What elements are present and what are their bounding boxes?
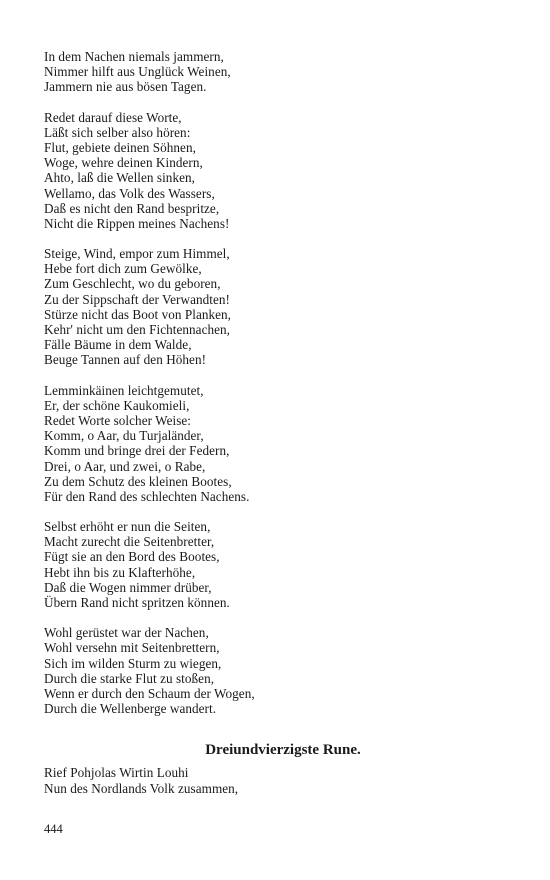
stanza-5 (44, 519, 514, 610)
verse-line: Nicht die Rippen meines Nachens! (44, 215, 230, 231)
stanza-4 (44, 383, 514, 505)
stanza-after-heading (44, 765, 514, 795)
verse-line: Hebt ihn bis zu Klafterhöhe, (44, 564, 196, 580)
verse-line: Woge, wehre deinen Kindern, (44, 155, 203, 171)
verse-line: Fügt sie an den Bord des Bootes, (44, 549, 220, 565)
verse-line: Für den Rand des schlechten Nachens. (44, 488, 250, 504)
verse-line: Redet darauf diese Worte, (44, 109, 182, 125)
rune-heading: Dreiundvierzigste Rune. (205, 742, 361, 759)
verse-line: Wenn er durch den Schaum der Wogen, (44, 685, 255, 701)
page-body (44, 49, 514, 811)
verse-line: Nun des Nordlands Volk zusammen, (44, 780, 239, 796)
stanza-6 (44, 625, 514, 716)
verse-line: Flut, gebiete deinen Söhnen, (44, 139, 196, 155)
verse-line: Zum Geschlecht, wo du geboren, (44, 276, 221, 292)
verse-line: Ahto, laß die Wellen sinken, (44, 170, 195, 186)
verse-line: Drei, o Aar, und zwei, o Rabe, (44, 458, 206, 474)
verse-line: Lemminkäinen leichtgemutet, (44, 382, 204, 398)
verse-line: Wohl versehn mit Seitenbrettern, (44, 640, 220, 656)
verse-line: Zu der Sippschaft der Verwandten! (44, 291, 230, 307)
verse-line: Hebe fort dich zum Gewölke, (44, 261, 202, 277)
verse-line: Daß die Wogen nimmer drüber, (44, 579, 212, 595)
verse-line: Komm, o Aar, du Turjaländer, (44, 428, 204, 444)
verse-line: Läßt sich selber also hören: (44, 124, 191, 140)
verse-line: Stürze nicht das Boot von Planken, (44, 306, 232, 322)
stanza-1 (44, 49, 514, 95)
verse-line: Er, der schöne Kaukomieli, (44, 397, 190, 413)
verse-line: Rief Pohjolas Wirtin Louhi (44, 765, 189, 781)
verse-line: Zu dem Schutz des kleinen Bootes, (44, 473, 232, 489)
verse-line: Sich im wilden Sturm zu wiegen, (44, 655, 222, 671)
verse-line: Steige, Wind, empor zum Himmel, (44, 246, 230, 262)
verse-line: Selbst erhöht er nun die Seiten, (44, 519, 211, 535)
page-number: 444 (44, 822, 63, 836)
verse-line: In dem Nachen niemals jammern, (44, 49, 224, 64)
verse-line: Übern Rand nicht spritzen können. (44, 595, 230, 610)
verse-line: Kehr' nicht um den Fichtennachen, (44, 322, 231, 337)
verse-line: Komm und bringe drei der Federn, (44, 443, 230, 459)
verse-line: Durch die Wellenberge wandert. (44, 701, 217, 717)
verse-line: Macht zurecht die Seitenbretter, (44, 534, 215, 550)
verse-line: Wohl gerüstet war der Nachen, (44, 625, 209, 641)
stanza-2 (44, 110, 514, 232)
verse-line: Redet Worte solcher Weise: (44, 412, 192, 428)
verse-line: Nimmer hilft aus Unglück Weinen, (44, 64, 231, 80)
verse-line: Durch die starke Flut zu stoßen, (44, 670, 215, 686)
verse-line: Jammern nie aus bösen Tagen. (44, 79, 207, 95)
stanza-3 (44, 246, 514, 368)
verse-line: Wellamo, das Volk des Wassers, (44, 185, 215, 201)
verse-line: Daß es nicht den Rand bespritze, (44, 200, 220, 216)
verse-line: Beuge Tannen auf den Höhen! (44, 352, 207, 368)
verse-line: Fälle Bäume in dem Walde, (44, 337, 192, 353)
